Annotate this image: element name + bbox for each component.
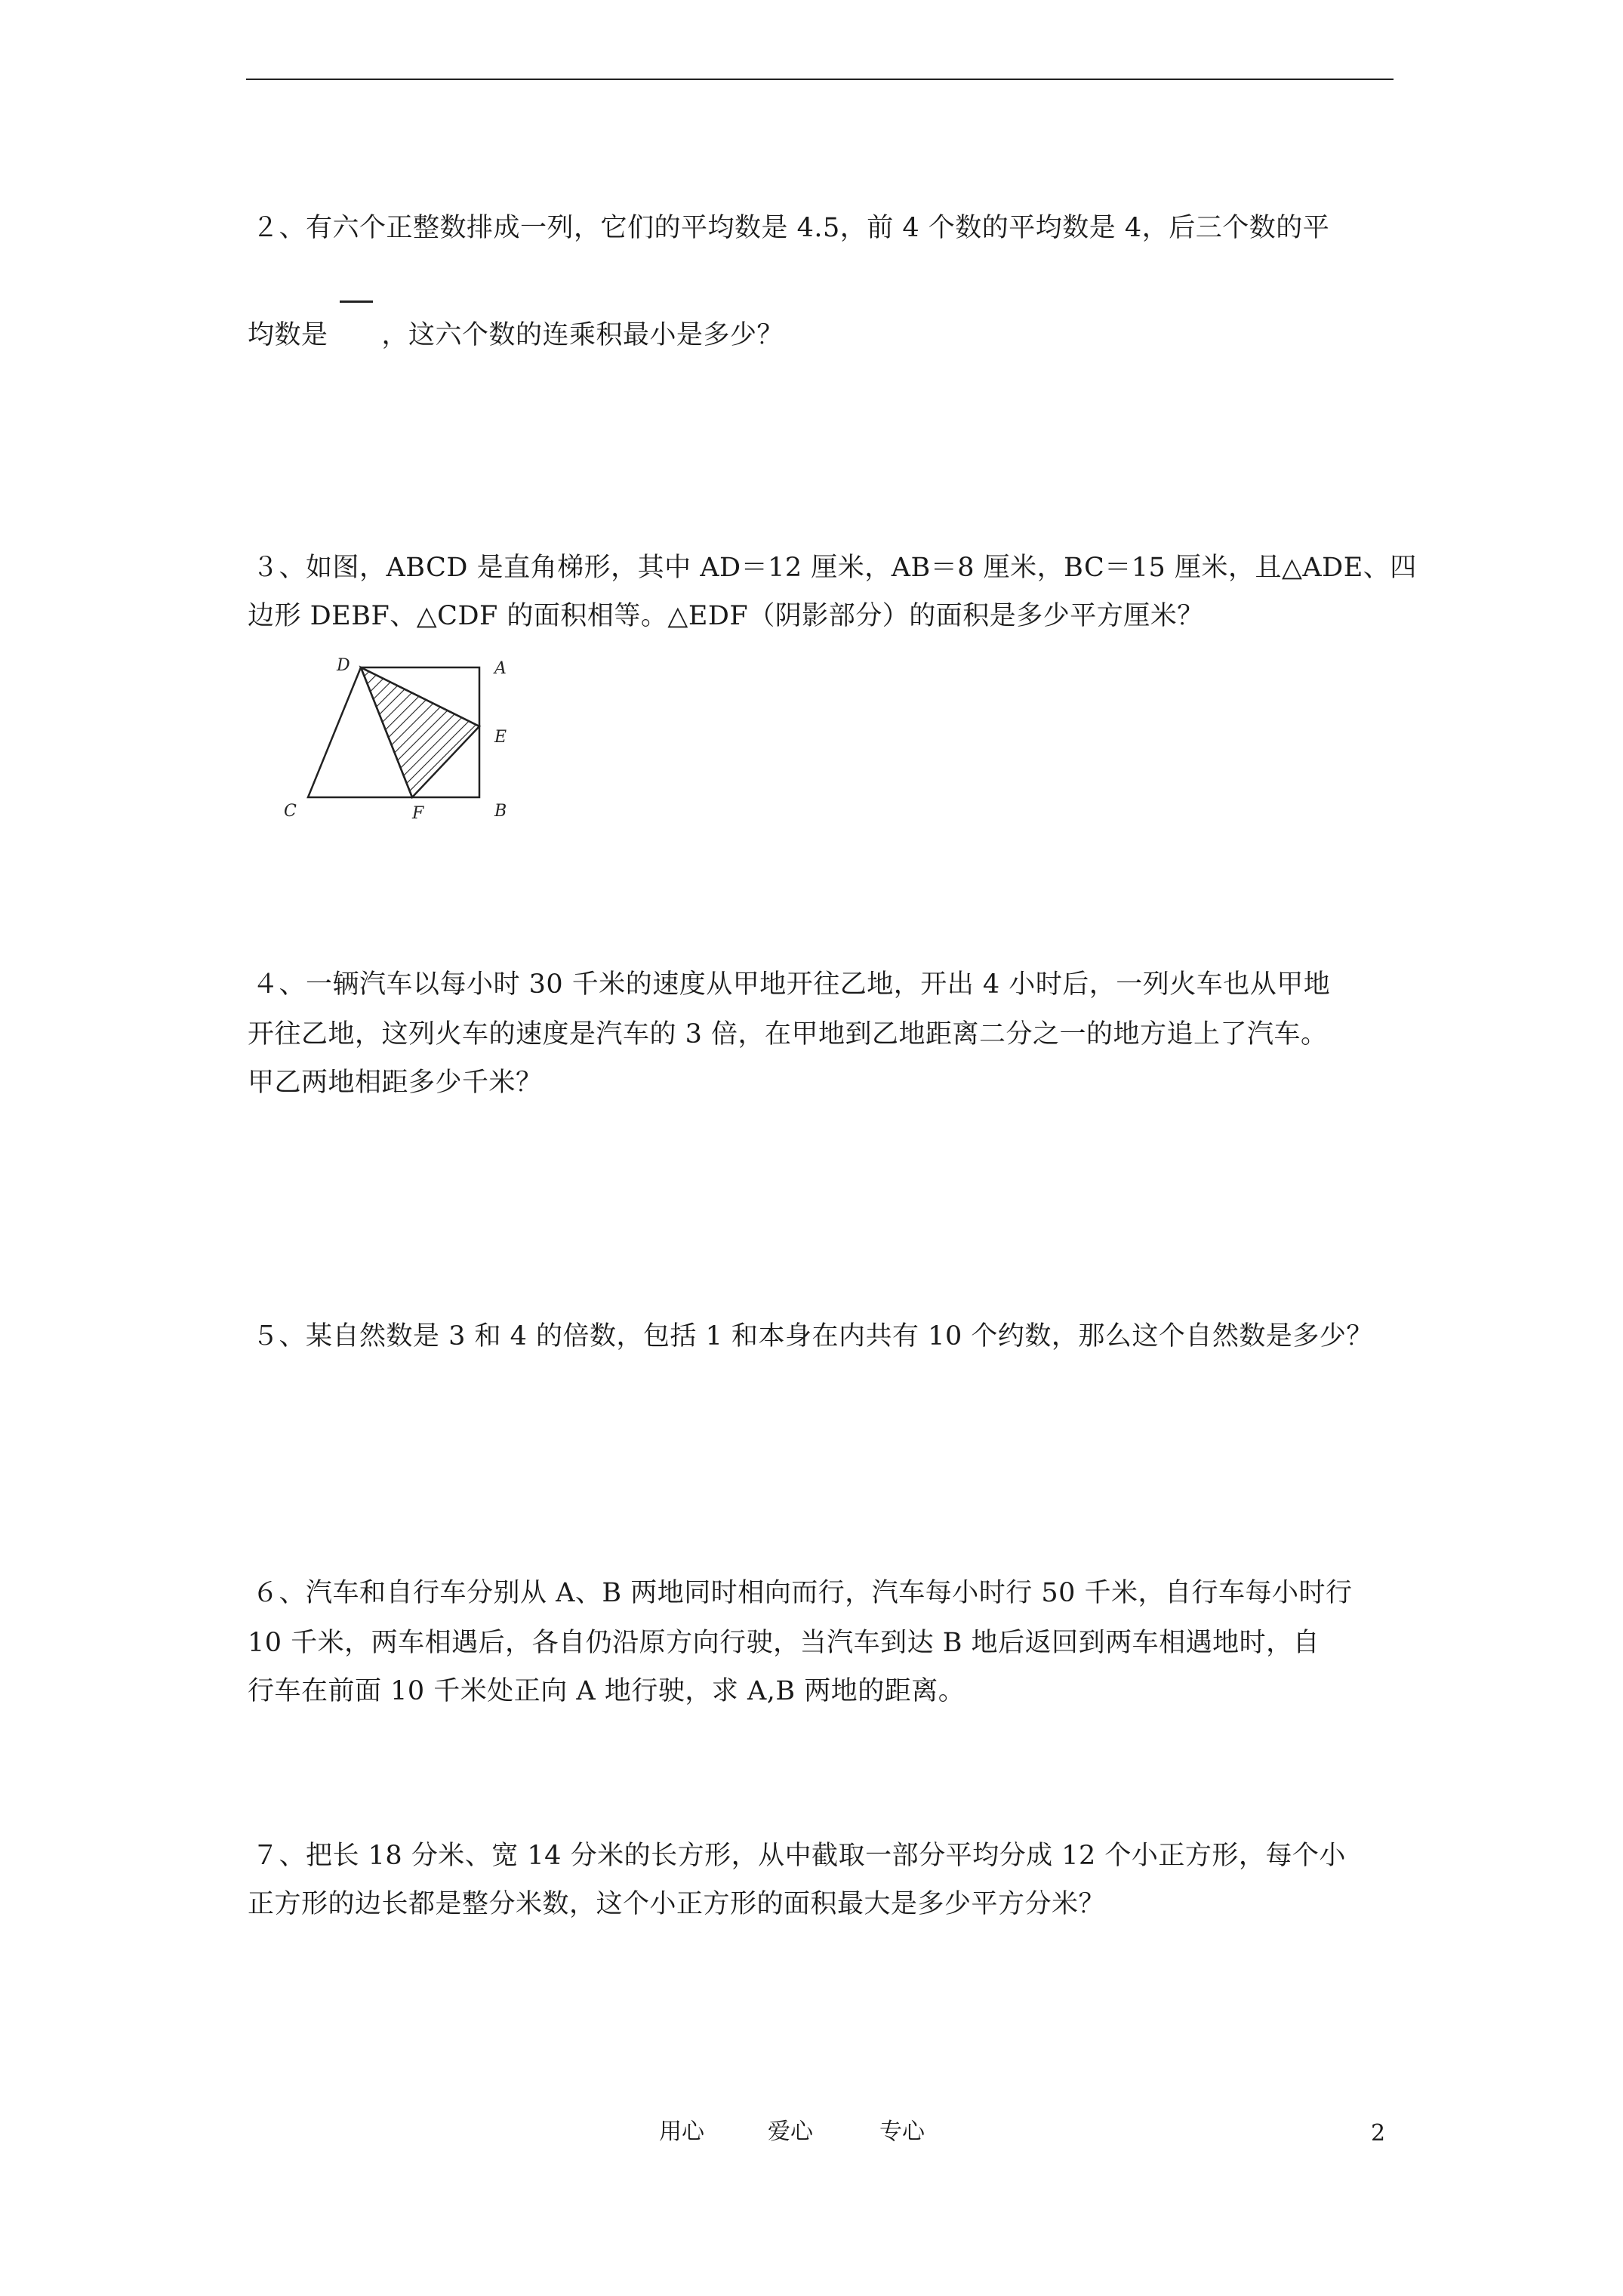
problem-4-line-3: 甲乙两地相距多少千米？ xyxy=(248,1068,543,1098)
shaded-triangle-edf xyxy=(361,667,479,797)
problem-4-line-1: ４、一辆汽车以每小时 30 千米的速度从甲地开往乙地，开出 4 小时后，一列火车也从甲地 xyxy=(252,969,1331,1000)
header-rule xyxy=(246,79,1394,80)
answer-blank-line xyxy=(340,300,373,303)
footer-motto-3: 专心 xyxy=(879,2119,925,2145)
label-f: F xyxy=(412,804,424,823)
problem-7-line-2: 正方形的边长都是整分米数，这个小正方形的面积最大是多少平方分米？ xyxy=(248,1889,1106,1919)
problem-3-line-1: ３、如图，ABCD 是直角梯形，其中 AD＝12 厘米，AB＝8 厘米，BC＝15 厘米，且△ADE、四 xyxy=(252,553,1417,583)
problem-2-line-2: 均数是 ，这六个数的连乘积最小是多少？ xyxy=(248,320,784,350)
label-c: C xyxy=(284,802,297,821)
trapezoid-diagram xyxy=(279,654,528,827)
problem-2-line-1: ２、有六个正整数排成一列，它们的平均数是 4.5，前 4 个数的平均数是 4，后三个数的平 xyxy=(252,213,1330,243)
problem-3-line-2: 边形 DEBF、△CDF 的面积相等。△EDF（阴影部分）的面积是多少平方厘米？ xyxy=(248,601,1204,631)
label-d: D xyxy=(337,656,350,675)
label-a: A xyxy=(494,659,507,678)
label-b: B xyxy=(494,802,507,821)
problem-6-line-1: ６、汽车和自行车分别从 A、B 两地同时相向而行，汽车每小时行 50 千米，自行车每小时行 xyxy=(252,1578,1353,1608)
problem-6-line-3: 行车在前面 10 千米处正向 A 地行驶，求 A,B 两地的距离。 xyxy=(248,1676,965,1706)
footer-motto-2: 爱心 xyxy=(768,2119,813,2145)
problem-6-line-2: 10 千米，两车相遇后，各自仍沿原方向行驶，当汽车到达 B 地后返回到两车相遇地时，自 xyxy=(248,1628,1320,1658)
problem-7-line-1: ７、把长 18 分米、宽 14 分米的长方形，从中截取一部分平均分成 12 个小正方形，每个小 xyxy=(252,1841,1346,1871)
footer-motto-1: 用心 xyxy=(659,2119,704,2145)
problem-5-line-1: ５、某自然数是 3 和 4 的倍数，包括 1 和本身在内共有 10 个约数，那么这个自然数是多少？ xyxy=(252,1321,1373,1351)
page-number: 2 xyxy=(1371,2120,1386,2147)
label-e: E xyxy=(494,728,507,747)
problem-4-line-2: 开往乙地，这列火车的速度是汽车的 3 倍，在甲地到乙地距离二分之一的地方追上了汽车。 xyxy=(248,1019,1328,1049)
trapezoid-figure xyxy=(279,654,528,827)
